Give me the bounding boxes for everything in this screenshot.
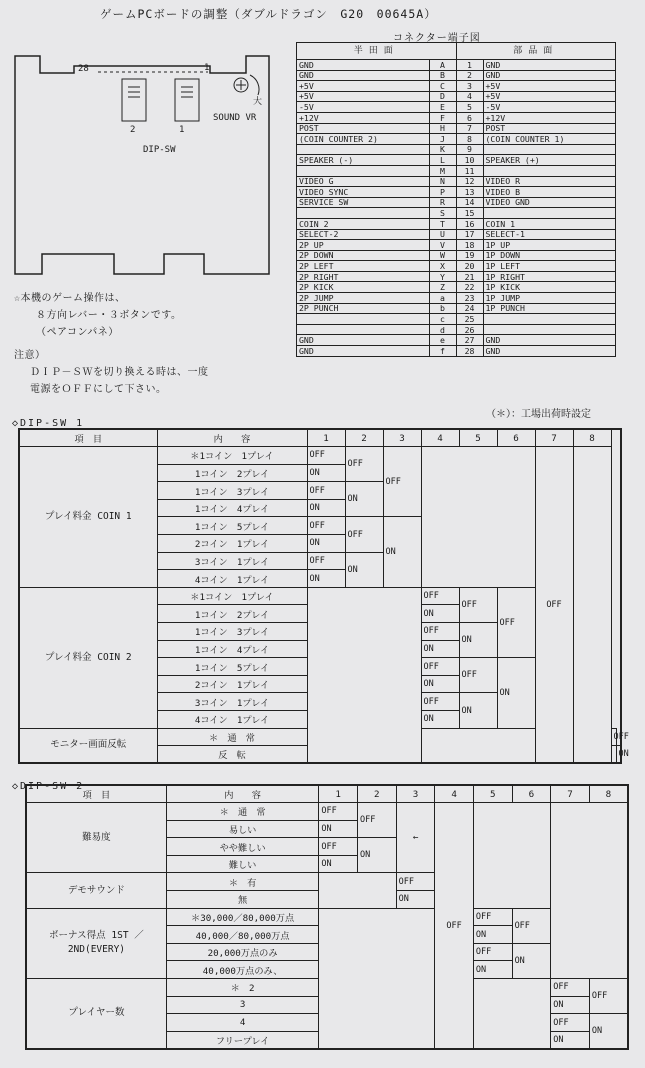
solder-signal [297, 208, 430, 219]
switch-5-header: 5 [459, 429, 497, 447]
off-value: OFF [396, 873, 435, 891]
parts-signal: 1P DOWN [483, 250, 616, 261]
item-header: 項 目 [26, 785, 166, 803]
player-setting: フリープレイ [166, 1031, 319, 1049]
coin-setting: 1コイン 4プレイ [157, 499, 307, 517]
dip-sw1-table [18, 428, 629, 764]
connector-row [297, 208, 616, 219]
empty-cell [473, 979, 550, 1049]
connector-row [297, 218, 616, 229]
parts-pin: 5 [456, 102, 483, 113]
off-value: OFF [307, 517, 345, 535]
connector-row [297, 144, 616, 155]
solder-pin: H [429, 123, 456, 134]
parts-signal: VIDEO GND [483, 197, 616, 208]
parts-pin: 25 [456, 314, 483, 325]
solder-pin: N [429, 176, 456, 187]
on-value: ON [497, 658, 535, 728]
parts-signal: 1P PUNCH [483, 303, 616, 314]
bonus-setting: ＊30,000／80,000万点 [166, 908, 319, 926]
connector-row [297, 197, 616, 208]
monitor-setting: ＊ 通 常 [157, 728, 307, 746]
switch-2-header: 2 [358, 785, 397, 803]
off-value: OFF [319, 838, 358, 856]
connector-row [297, 314, 616, 325]
on-value: ON [551, 996, 590, 1014]
parts-signal: +12V [483, 112, 616, 123]
connector-row [297, 155, 616, 166]
notes [14, 290, 209, 398]
connector-row [297, 346, 616, 357]
coin-setting: 3コイン 1プレイ [157, 552, 307, 570]
connector-table [296, 42, 616, 357]
solder-pin: K [429, 144, 456, 155]
empty-cell [473, 803, 550, 909]
dip2-caption: ◇DIP-SW 2 [12, 781, 85, 792]
on-value: ON [459, 693, 497, 728]
connector-row [297, 282, 616, 293]
off-value: OFF [497, 587, 535, 657]
page-title: ゲームPCボードの調整（ダブルドラゴン G20 00645A） [100, 7, 437, 21]
connector-row [297, 271, 616, 282]
coin-setting: 1コイン 5プレイ [157, 658, 307, 676]
off-value: OFF [551, 1014, 590, 1032]
parts-pin: 15 [456, 208, 483, 219]
coin-setting: 4コイン 1プレイ [157, 711, 307, 729]
off-value: OFF [459, 658, 497, 693]
parts-signal: GND [483, 335, 616, 346]
coin-setting: 2コイン 1プレイ [157, 535, 307, 553]
on-value: ON [421, 605, 459, 623]
on-value: ON [319, 820, 358, 838]
off-value: OFF [473, 908, 512, 926]
connector-row [297, 134, 616, 145]
coin-setting: 2コイン 1プレイ [157, 675, 307, 693]
on-value: ON [616, 746, 621, 764]
parts-pin: 28 [456, 346, 483, 357]
content-header: 内 容 [157, 429, 307, 447]
parts-signal: (COIN COUNTER 1) [483, 134, 616, 145]
parts-signal: VIDEO R [483, 176, 616, 187]
coin1-label: プレイ料金 COIN 1 [19, 447, 157, 588]
solder-signal [297, 165, 430, 176]
connector-row [297, 102, 616, 113]
solder-signal: GND [297, 60, 430, 71]
on-value: ON [307, 464, 345, 482]
switch-8-header: 8 [589, 785, 628, 803]
parts-pin: 20 [456, 261, 483, 272]
switch-1-header: 1 [307, 429, 345, 447]
switch-7-header: 7 [535, 429, 573, 447]
dip-1-label: 1 [179, 125, 185, 135]
parts-signal [483, 324, 616, 335]
parts-signal: POST [483, 123, 616, 134]
switch-6-header: 6 [512, 785, 551, 803]
switch-1-header: 1 [319, 785, 358, 803]
solder-signal: 2P LEFT [297, 261, 430, 272]
parts-pin: 27 [456, 335, 483, 346]
parts-side-header: 部品面 [456, 43, 616, 60]
off-value: OFF [535, 447, 573, 764]
solder-pin: e [429, 335, 456, 346]
difficulty-setting: ＊ 通 常 [166, 803, 319, 821]
parts-pin: 22 [456, 282, 483, 293]
connector-row [297, 176, 616, 187]
parts-pin: 8 [456, 134, 483, 145]
on-value: ON [512, 943, 551, 978]
on-value: ON [421, 711, 459, 729]
parts-signal: GND [483, 70, 616, 81]
solder-pin: b [429, 303, 456, 314]
off-value: OFF [421, 693, 459, 711]
solder-signal: +5V [297, 91, 430, 102]
note-line: （ペアコンパネ） [36, 327, 119, 338]
parts-signal: SPEAKER (+) [483, 155, 616, 166]
parts-pin: 11 [456, 165, 483, 176]
off-value: OFF [421, 623, 459, 641]
parts-signal: SELECT-1 [483, 229, 616, 240]
coin-setting: ＊1コイン 1プレイ [157, 447, 307, 465]
parts-signal [483, 314, 616, 325]
solder-pin: E [429, 102, 456, 113]
solder-pin: C [429, 81, 456, 92]
coin-setting: 4コイン 1プレイ [157, 570, 307, 588]
solder-pin: c [429, 314, 456, 325]
coin-setting: 1コイン 5プレイ [157, 517, 307, 535]
player-setting: 4 [166, 1014, 319, 1032]
coin-setting: 1コイン 2プレイ [157, 464, 307, 482]
solder-signal: SELECT-2 [297, 229, 430, 240]
off-value: OFF [307, 482, 345, 500]
switch-5-header: 5 [473, 785, 512, 803]
parts-signal: 1P UP [483, 240, 616, 251]
players-label: プレイヤー数 [26, 979, 166, 1049]
parts-pin: 14 [456, 197, 483, 208]
parts-pin: 24 [456, 303, 483, 314]
connector-row [297, 229, 616, 240]
connector-row [297, 112, 616, 123]
coin-setting: ＊1コイン 1プレイ [157, 587, 307, 605]
off-value: OFF [512, 908, 551, 943]
off-value: OFF [345, 447, 383, 482]
parts-pin: 9 [456, 144, 483, 155]
empty-cell [307, 587, 421, 763]
demo-setting: 無 [166, 891, 319, 909]
bonus-setting: 40,000万点のみ、 [166, 961, 319, 979]
solder-pin: B [429, 70, 456, 81]
parts-signal: COIN 1 [483, 218, 616, 229]
solder-signal: -5V [297, 102, 430, 113]
empty-cell [421, 447, 535, 588]
coin-setting: 3コイン 1プレイ [157, 693, 307, 711]
arrow-icon: ← [396, 803, 435, 873]
connector-row [297, 250, 616, 261]
empty-cell [319, 873, 396, 908]
connector-row [297, 303, 616, 314]
solder-signal: 2P JUMP [297, 293, 430, 304]
note-line: 注意） [14, 350, 46, 361]
on-value: ON [307, 570, 345, 588]
solder-signal: 2P PUNCH [297, 303, 430, 314]
parts-pin: 23 [456, 293, 483, 304]
off-value: OFF [459, 587, 497, 622]
note-line: 電源をＯＦＦにして下さい。 [30, 384, 167, 395]
parts-pin: 7 [456, 123, 483, 134]
on-value: ON [307, 499, 345, 517]
solder-pin: U [429, 229, 456, 240]
on-value: ON [319, 855, 358, 873]
on-value: ON [589, 1014, 628, 1049]
solder-pin: a [429, 293, 456, 304]
parts-pin: 1 [456, 60, 483, 71]
off-value: OFF [307, 552, 345, 570]
content-header: 内 容 [166, 785, 319, 803]
off-value: OFF [611, 728, 616, 746]
solder-pin: P [429, 187, 456, 198]
solder-signal: 2P RIGHT [297, 271, 430, 282]
off-value: OFF [589, 979, 628, 1014]
on-value: ON [551, 1031, 590, 1049]
parts-pin: 16 [456, 218, 483, 229]
solder-signal: GND [297, 346, 430, 357]
solder-pin: A [429, 60, 456, 71]
on-value: ON [459, 623, 497, 658]
connector-row [297, 91, 616, 102]
off-value: OFF [435, 803, 474, 1049]
parts-pin: 26 [456, 324, 483, 335]
empty-cell [421, 728, 535, 763]
solder-signal: GND [297, 335, 430, 346]
off-value: OFF [421, 658, 459, 676]
off-value: OFF [383, 447, 421, 517]
solder-signal: +12V [297, 112, 430, 123]
dip1-caption: ◇DIP-SW 1 [12, 418, 85, 429]
off-value: OFF [421, 587, 459, 605]
switch-3-header: 3 [396, 785, 435, 803]
coin-setting: 1コイン 4プレイ [157, 640, 307, 658]
solder-signal: 2P DOWN [297, 250, 430, 261]
parts-signal: GND [483, 346, 616, 357]
off-value: OFF [319, 803, 358, 821]
connector-row [297, 165, 616, 176]
connector-row [297, 324, 616, 335]
off-value: OFF [358, 803, 397, 838]
parts-signal: VIDEO B [483, 187, 616, 198]
solder-signal: GND [297, 70, 430, 81]
solder-signal: 2P UP [297, 240, 430, 251]
on-value: ON [383, 517, 421, 587]
player-setting: ＊ 2 [166, 979, 319, 997]
coin-setting: 1コイン 3プレイ [157, 482, 307, 500]
pin-right-label: 1 [204, 63, 210, 73]
solder-pin: F [429, 112, 456, 123]
parts-signal [483, 165, 616, 176]
demo-label: デモサウンド [26, 873, 166, 908]
bonus-setting: 20,000万点のみ [166, 943, 319, 961]
difficulty-setting: 易しい [166, 820, 319, 838]
bonus-setting: 40,000／80,000万点 [166, 926, 319, 944]
note-line: ＤＩＰ－ＳＷを切り換える時は、一度 [30, 367, 209, 378]
on-value: ON [473, 926, 512, 944]
solder-pin: J [429, 134, 456, 145]
dip-caption: DIP-SW [143, 145, 176, 155]
parts-pin: 6 [456, 112, 483, 123]
off-value: OFF [551, 979, 590, 997]
parts-signal: GND [483, 60, 616, 71]
coin-setting: 1コイン 2プレイ [157, 605, 307, 623]
parts-signal [483, 144, 616, 155]
parts-pin: 13 [456, 187, 483, 198]
solder-side-header: 半田面 [297, 43, 457, 60]
solder-signal: VIDEO G [297, 176, 430, 187]
solder-pin: S [429, 208, 456, 219]
dip-row [26, 908, 628, 926]
parts-signal: -5V [483, 102, 616, 113]
vr-label: 大 [253, 97, 263, 107]
parts-pin: 17 [456, 229, 483, 240]
connector-row [297, 335, 616, 346]
note-line: ８方向レバー・３ボタンです。 [36, 310, 182, 321]
connector-row [297, 240, 616, 251]
solder-signal [297, 314, 430, 325]
parts-pin: 12 [456, 176, 483, 187]
empty-cell [551, 803, 628, 979]
solder-pin: R [429, 197, 456, 208]
solder-pin: Y [429, 271, 456, 282]
solder-pin: X [429, 261, 456, 272]
note-line: ☆本機のゲーム操作は、 [14, 293, 126, 304]
switch-4-header: 4 [421, 429, 459, 447]
solder-pin: W [429, 250, 456, 261]
on-value: ON [421, 675, 459, 693]
difficulty-label: 難易度 [26, 803, 166, 873]
switch-3-header: 3 [383, 429, 421, 447]
solder-pin: T [429, 218, 456, 229]
on-value: ON [307, 535, 345, 553]
parts-signal: 1P JUMP [483, 293, 616, 304]
solder-signal: VIDEO SYNC [297, 187, 430, 198]
difficulty-setting: やや難しい [166, 838, 319, 856]
parts-signal [483, 208, 616, 219]
dip-sw2-table [25, 784, 629, 1050]
dip-row [26, 785, 628, 803]
solder-pin: M [429, 165, 456, 176]
dip-row [19, 587, 621, 605]
difficulty-setting: 難しい [166, 855, 319, 873]
parts-pin: 10 [456, 155, 483, 166]
monitor-label: モニター画面反転 [19, 728, 157, 763]
parts-signal: +5V [483, 81, 616, 92]
solder-pin: f [429, 346, 456, 357]
on-value: ON [345, 482, 383, 517]
connector-row [297, 81, 616, 92]
board-diagram [14, 55, 270, 275]
solder-signal: SERVICE SW [297, 197, 430, 208]
off-value: OFF [345, 517, 383, 552]
player-setting: 3 [166, 996, 319, 1014]
connector-row [297, 187, 616, 198]
solder-signal: (COIN COUNTER 2) [297, 134, 430, 145]
parts-pin: 3 [456, 81, 483, 92]
switch-4-header: 4 [435, 785, 474, 803]
on-value: ON [421, 640, 459, 658]
on-value: ON [473, 961, 512, 979]
off-value: OFF [307, 447, 345, 465]
solder-pin: V [429, 240, 456, 251]
parts-pin: 19 [456, 250, 483, 261]
monitor-setting: 反 転 [157, 746, 307, 764]
on-value: ON [396, 891, 435, 909]
parts-signal: 1P LEFT [483, 261, 616, 272]
solder-pin: Z [429, 282, 456, 293]
solder-pin: D [429, 91, 456, 102]
solder-signal: +5V [297, 81, 430, 92]
solder-pin: L [429, 155, 456, 166]
connector-row [297, 261, 616, 272]
factory-note: （＊）：工場出荷時設定 [486, 409, 591, 420]
off-value: OFF [473, 943, 512, 961]
solder-signal: SPEAKER (-) [297, 155, 430, 166]
switch-8-header: 8 [573, 429, 611, 447]
dip-row [19, 429, 621, 447]
empty-cell [573, 447, 611, 764]
item-header: 項 目 [19, 429, 157, 447]
dip-row [26, 803, 628, 821]
connector-row [297, 123, 616, 134]
dip-2-label: 2 [130, 125, 136, 135]
parts-pin: 18 [456, 240, 483, 251]
switch-6-header: 6 [497, 429, 535, 447]
parts-pin: 2 [456, 70, 483, 81]
demo-setting: ＊ 有 [166, 873, 319, 891]
parts-pin: 21 [456, 271, 483, 282]
connector-caption: コネクター端子図 [393, 33, 481, 44]
parts-signal: 1P RIGHT [483, 271, 616, 282]
on-value: ON [345, 552, 383, 587]
connector-row [297, 60, 616, 71]
connector-row [297, 70, 616, 81]
connector-row [297, 293, 616, 304]
switch-2-header: 2 [345, 429, 383, 447]
on-value: ON [358, 838, 397, 873]
bonus-label: ボーナス得点 1ST ／2ND(EVERY) [26, 908, 166, 978]
pin-left-label: 28 [78, 64, 89, 74]
empty-cell [319, 908, 435, 1049]
solder-signal [297, 324, 430, 335]
solder-pin: d [429, 324, 456, 335]
dip-row [19, 447, 621, 465]
solder-signal: COIN 2 [297, 218, 430, 229]
solder-signal: POST [297, 123, 430, 134]
sound-vr-label: SOUND VR [213, 113, 257, 123]
parts-signal: +5V [483, 91, 616, 102]
parts-signal: 1P KICK [483, 282, 616, 293]
solder-signal: 2P KICK [297, 282, 430, 293]
coin2-label: プレイ料金 COIN 2 [19, 587, 157, 728]
solder-signal [297, 144, 430, 155]
coin-setting: 1コイン 3プレイ [157, 623, 307, 641]
switch-7-header: 7 [551, 785, 590, 803]
parts-pin: 4 [456, 91, 483, 102]
